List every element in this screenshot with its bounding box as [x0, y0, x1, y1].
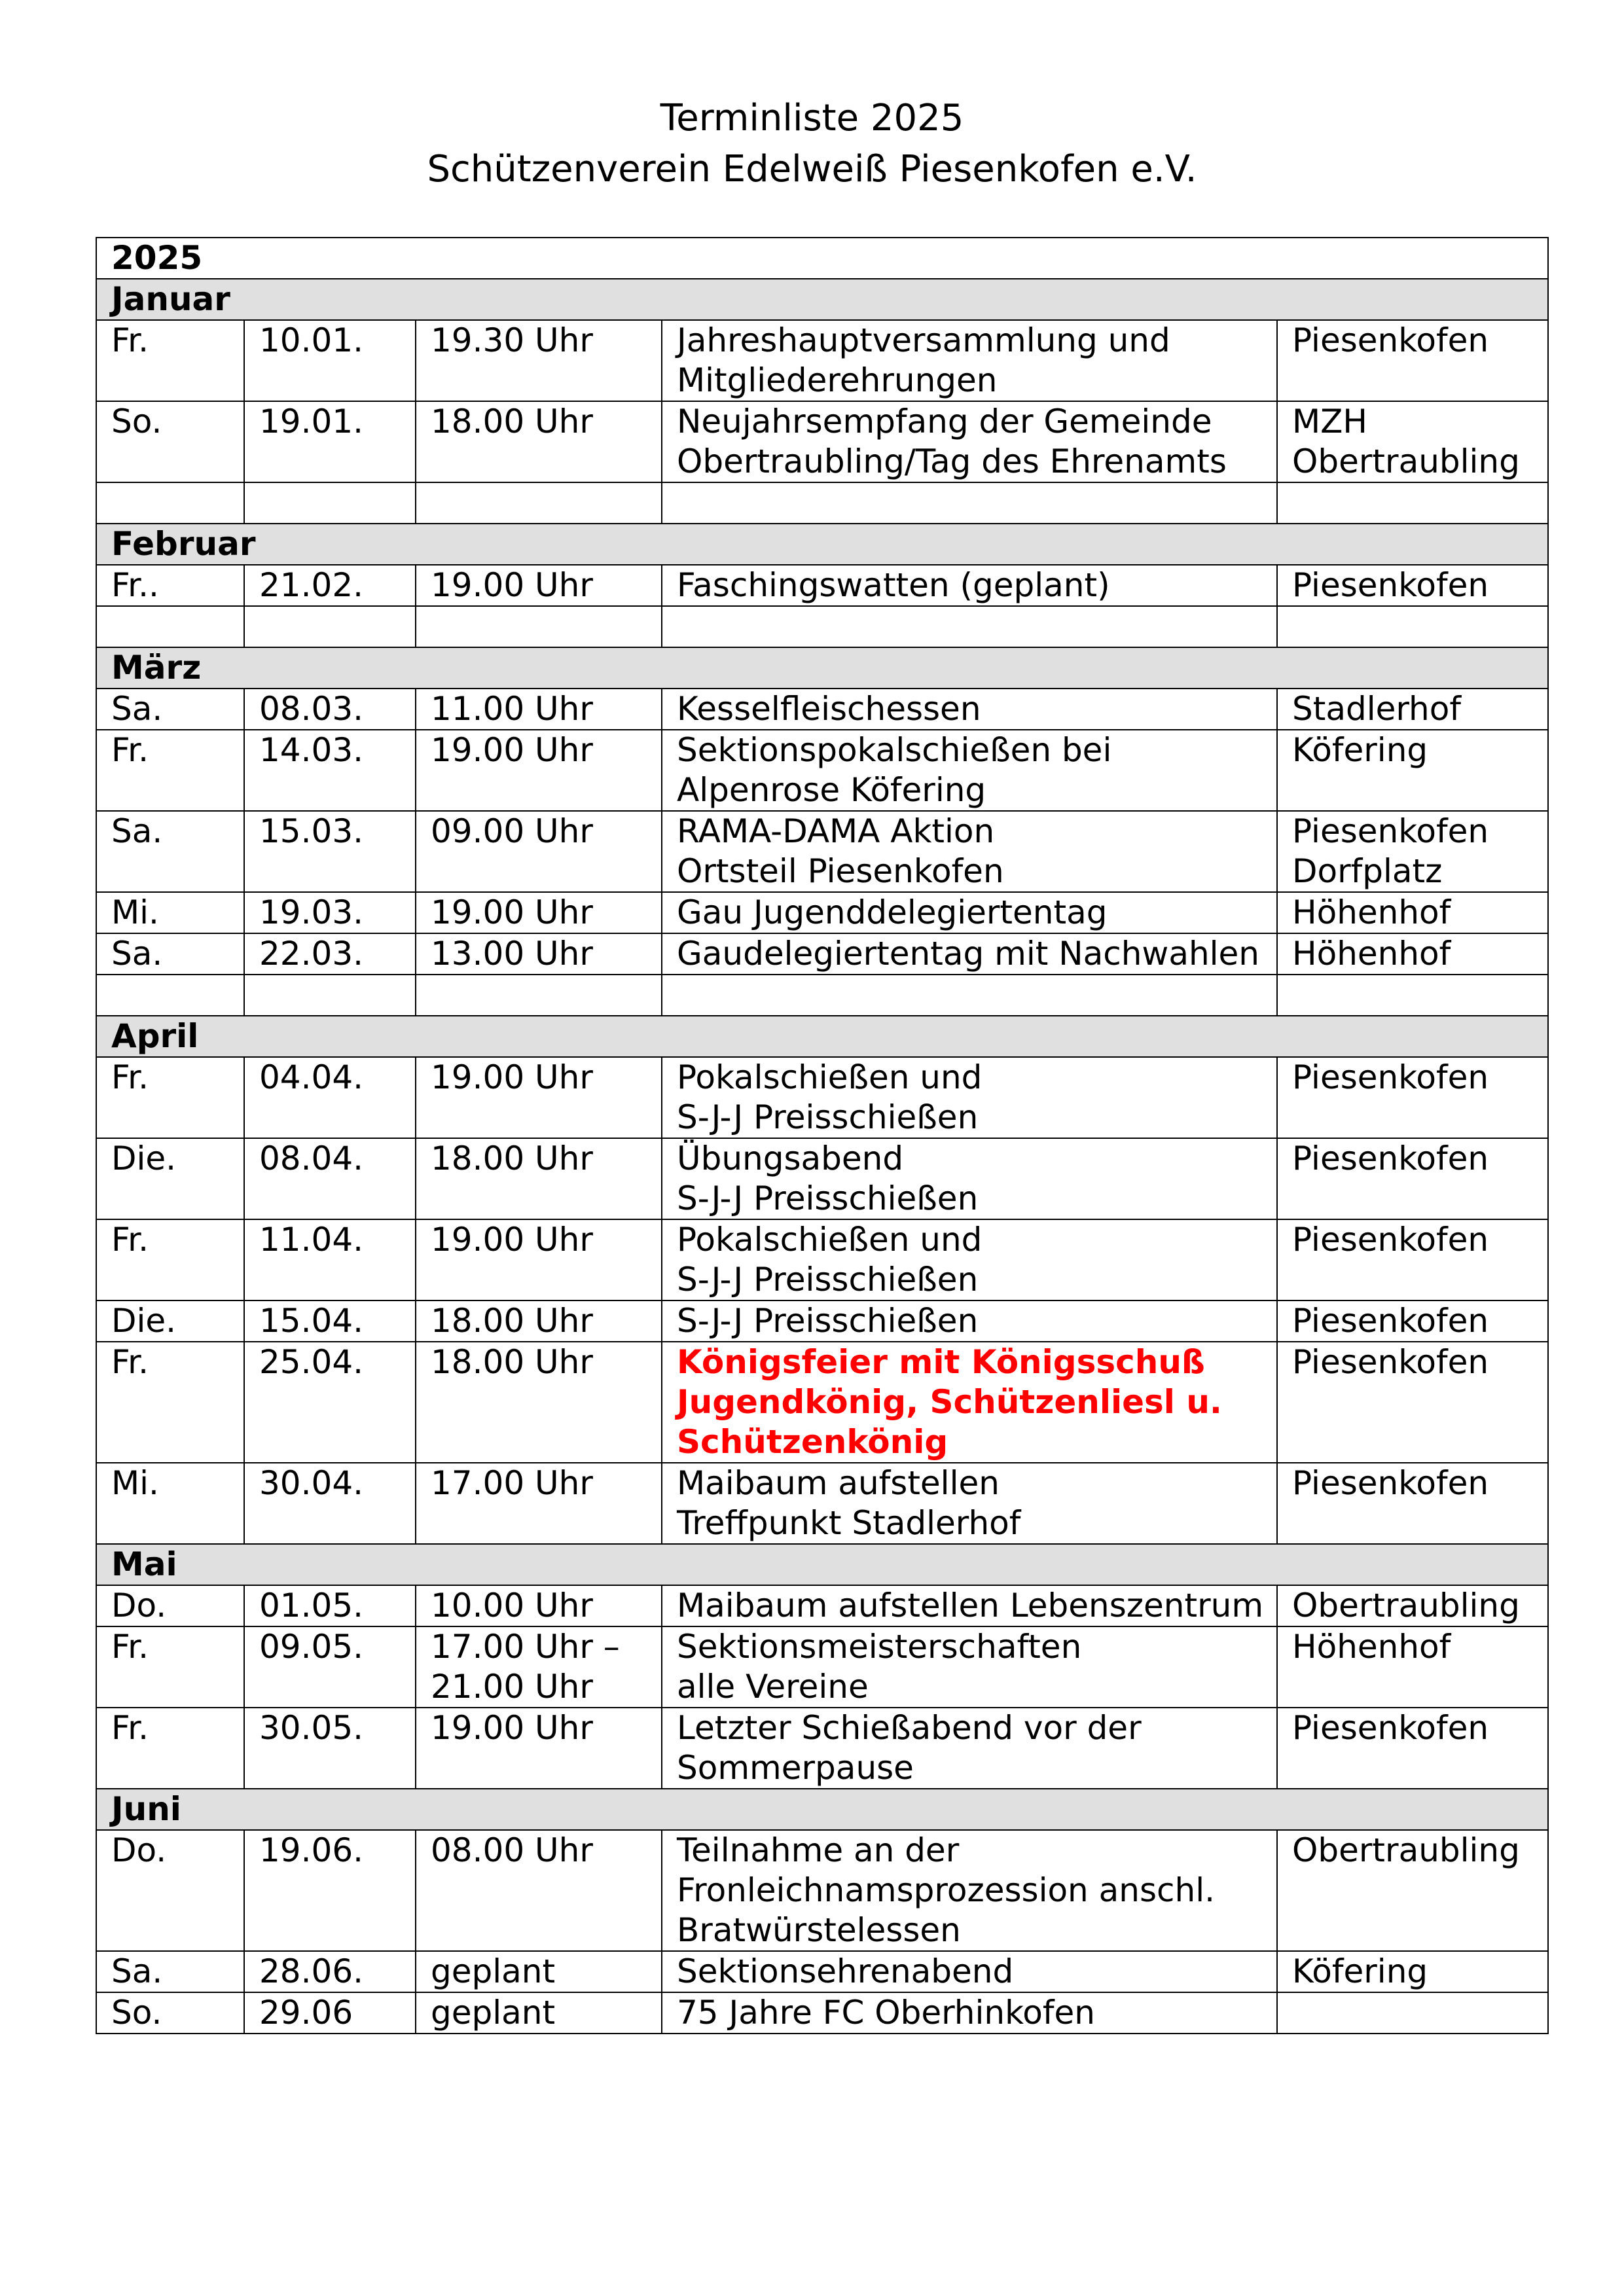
event-row — [96, 1463, 1548, 1544]
event-cell-line: Jugendkönig, Schützenliesl u. — [677, 1383, 1222, 1421]
event-cell — [662, 1219, 1277, 1300]
location-cell-line: Piesenkofen — [1292, 812, 1489, 850]
location-cell-line: Piesenkofen — [1292, 321, 1489, 359]
location-cell — [1277, 1830, 1548, 1951]
event-cell-line: Pokalschießen und — [677, 1221, 983, 1259]
location-cell — [1277, 1585, 1548, 1626]
time-cell-line: 19.00 Uhr — [431, 566, 593, 604]
time-cell-line: geplant — [431, 1994, 556, 2032]
time-cell — [416, 689, 662, 730]
event-cell-line: Gaudelegiertentag mit Nachwahlen — [677, 935, 1259, 973]
event-row — [96, 811, 1548, 892]
event-cell-line: Übungsabend — [677, 1139, 904, 1177]
event-cell-line: Sommerpause — [677, 1749, 914, 1787]
time-cell — [416, 1463, 662, 1544]
event-cell — [662, 1951, 1277, 1992]
time-cell-line: 11.00 Uhr — [431, 690, 593, 728]
event-cell-line: Ortsteil Piesenkofen — [677, 852, 1004, 890]
event-cell — [662, 1585, 1277, 1626]
time-cell-line: 08.00 Uhr — [431, 1831, 593, 1869]
time-cell — [416, 892, 662, 933]
event-cell — [662, 892, 1277, 933]
location-cell — [1277, 933, 1548, 975]
date-cell: 11.04. — [244, 1219, 416, 1300]
time-cell — [416, 1057, 662, 1138]
location-cell-line: Dorfplatz — [1292, 852, 1443, 890]
weekday-cell: Die. — [96, 1300, 244, 1342]
empty-cell — [416, 975, 662, 1016]
year-row — [96, 238, 1548, 279]
event-cell-line: S-J-J Preisschießen — [677, 1098, 979, 1136]
date-cell: 08.04. — [244, 1138, 416, 1219]
event-row — [96, 1830, 1548, 1951]
event-row — [96, 933, 1548, 975]
event-cell — [662, 933, 1277, 975]
date-cell: 10.01. — [244, 320, 416, 401]
event-row — [96, 1138, 1548, 1219]
weekday-cell: So. — [96, 1992, 244, 2034]
location-cell-line: Piesenkofen — [1292, 1058, 1489, 1096]
weekday-cell: So. — [96, 401, 244, 482]
time-cell-line: 19.00 Uhr — [431, 1221, 593, 1259]
event-cell-line: Fronleichnamsprozession anschl. — [677, 1871, 1215, 1909]
event-row — [96, 892, 1548, 933]
date-cell: 04.04. — [244, 1057, 416, 1138]
event-cell-line: Treffpunkt Stadlerhof — [677, 1504, 1021, 1542]
event-row — [96, 1300, 1548, 1342]
weekday-cell: Fr. — [96, 1708, 244, 1789]
location-cell-line: Piesenkofen — [1292, 1709, 1489, 1747]
time-cell-line: 09.00 Uhr — [431, 812, 593, 850]
weekday-cell: Sa. — [96, 689, 244, 730]
time-cell — [416, 1138, 662, 1219]
weekday-cell: Fr. — [96, 1219, 244, 1300]
weekday-cell: Die. — [96, 1138, 244, 1219]
event-cell-line: Königsfeier mit Königsschuß — [677, 1343, 1205, 1381]
event-cell — [662, 401, 1277, 482]
event-cell — [662, 1342, 1277, 1463]
empty-cell — [662, 975, 1277, 1016]
time-cell — [416, 565, 662, 606]
weekday-cell: Fr. — [96, 320, 244, 401]
weekday-cell: Mi. — [96, 1463, 244, 1544]
location-cell — [1277, 1951, 1548, 1992]
location-cell — [1277, 892, 1548, 933]
empty-cell — [244, 482, 416, 524]
location-cell — [1277, 1626, 1548, 1708]
event-cell — [662, 1463, 1277, 1544]
time-cell — [416, 1300, 662, 1342]
month-label: April — [96, 1016, 1548, 1057]
month-header-row — [96, 647, 1548, 689]
event-cell-line: Sektionsmeisterschaften — [677, 1628, 1082, 1666]
event-row — [96, 1342, 1548, 1463]
location-cell — [1277, 689, 1548, 730]
empty-cell — [96, 482, 244, 524]
location-cell — [1277, 1463, 1548, 1544]
event-cell — [662, 1830, 1277, 1951]
time-cell-line: 19.00 Uhr — [431, 1058, 593, 1096]
date-cell: 19.03. — [244, 892, 416, 933]
event-cell-line: Schützenkönig — [677, 1423, 948, 1461]
date-cell: 09.05. — [244, 1626, 416, 1708]
event-row — [96, 320, 1548, 401]
event-row — [96, 689, 1548, 730]
month-label: März — [96, 647, 1548, 689]
location-cell-line: Obertraubling — [1292, 442, 1520, 480]
event-cell — [662, 811, 1277, 892]
weekday-cell: Mi. — [96, 892, 244, 933]
event-row — [96, 1992, 1548, 2034]
location-cell-line: Köfering — [1292, 731, 1428, 769]
event-cell-line: S-J-J Preisschießen — [677, 1179, 979, 1217]
weekday-cell: Fr. — [96, 1342, 244, 1463]
time-cell-line: 21.00 Uhr — [431, 1668, 593, 1706]
event-row — [96, 730, 1548, 811]
event-cell-line: Alpenrose Köfering — [677, 771, 986, 809]
date-cell: 28.06. — [244, 1951, 416, 1992]
location-cell — [1277, 730, 1548, 811]
time-cell-line: geplant — [431, 1952, 556, 1990]
date-cell: 19.06. — [244, 1830, 416, 1951]
event-cell — [662, 320, 1277, 401]
time-cell-line: 13.00 Uhr — [431, 935, 593, 973]
event-row — [96, 1057, 1548, 1138]
time-cell — [416, 1951, 662, 1992]
time-cell — [416, 1992, 662, 2034]
event-row — [96, 401, 1548, 482]
empty-row — [96, 482, 1548, 524]
empty-cell — [244, 606, 416, 647]
empty-cell — [1277, 482, 1548, 524]
event-cell-line: S-J-J Preisschießen — [677, 1261, 979, 1299]
event-cell — [662, 730, 1277, 811]
location-cell — [1277, 1708, 1548, 1789]
time-cell — [416, 730, 662, 811]
date-cell: 22.03. — [244, 933, 416, 975]
event-cell — [662, 689, 1277, 730]
time-cell-line: 19.00 Uhr — [431, 1709, 593, 1747]
weekday-cell: Fr. — [96, 730, 244, 811]
event-row — [96, 1219, 1548, 1300]
date-cell: 15.04. — [244, 1300, 416, 1342]
time-cell-line: 19.00 Uhr — [431, 731, 593, 769]
location-cell-line: Piesenkofen — [1292, 1221, 1489, 1259]
location-cell-line: Höhenhof — [1292, 935, 1451, 973]
location-cell — [1277, 811, 1548, 892]
page-subtitle: Schützenverein Edelweiß Piesenkofen e.V. — [427, 148, 1197, 190]
event-cell — [662, 1708, 1277, 1789]
empty-cell — [416, 482, 662, 524]
event-cell-line: RAMA-DAMA Aktion — [677, 812, 995, 850]
location-cell — [1277, 320, 1548, 401]
event-cell — [662, 1992, 1277, 2034]
weekday-cell: Fr. — [96, 1057, 244, 1138]
weekday-cell: Do. — [96, 1585, 244, 1626]
time-cell — [416, 1585, 662, 1626]
time-cell — [416, 320, 662, 401]
event-row — [96, 1708, 1548, 1789]
time-cell — [416, 1830, 662, 1951]
empty-cell — [416, 606, 662, 647]
event-cell-line: Neujahrsempfang der Gemeinde — [677, 403, 1212, 440]
event-cell-line: Sektionsehrenabend — [677, 1952, 1014, 1990]
event-cell-line: 75 Jahre FC Oberhinkofen — [677, 1994, 1095, 2032]
event-cell — [662, 1300, 1277, 1342]
time-cell — [416, 811, 662, 892]
location-cell-line: Obertraubling — [1292, 1587, 1520, 1624]
location-cell — [1277, 1300, 1548, 1342]
event-row — [96, 565, 1548, 606]
page-title: Terminliste 2025 — [660, 97, 964, 139]
time-cell-line: 19.30 Uhr — [431, 321, 593, 359]
empty-row — [96, 606, 1548, 647]
month-label: Februar — [96, 524, 1548, 565]
empty-cell — [662, 606, 1277, 647]
location-cell — [1277, 1342, 1548, 1463]
weekday-cell: Fr.. — [96, 565, 244, 606]
time-cell — [416, 401, 662, 482]
event-cell — [662, 565, 1277, 606]
location-cell-line: Höhenhof — [1292, 893, 1451, 931]
empty-row — [96, 975, 1548, 1016]
location-cell-line: MZH — [1292, 403, 1367, 440]
time-cell-line: 17.00 Uhr — [431, 1464, 593, 1502]
month-header-row — [96, 524, 1548, 565]
location-cell-line: Höhenhof — [1292, 1628, 1451, 1666]
date-cell: 19.01. — [244, 401, 416, 482]
date-cell: 21.02. — [244, 565, 416, 606]
location-cell-line: Köfering — [1292, 1952, 1428, 1990]
location-cell — [1277, 565, 1548, 606]
event-cell-line: Pokalschießen und — [677, 1058, 983, 1096]
location-cell-line: Stadlerhof — [1292, 690, 1461, 728]
location-cell-line: Obertraubling — [1292, 1831, 1520, 1869]
location-cell — [1277, 401, 1548, 482]
date-cell: 25.04. — [244, 1342, 416, 1463]
empty-cell — [662, 482, 1277, 524]
event-cell-line: Jahreshauptversammlung und — [677, 321, 1170, 359]
location-cell — [1277, 1057, 1548, 1138]
time-cell — [416, 933, 662, 975]
event-cell-line: Sektionspokalschießen bei — [677, 731, 1112, 769]
schedule-table — [96, 237, 1549, 2034]
empty-cell — [96, 606, 244, 647]
event-cell-line: Mitgliederehrungen — [677, 361, 998, 399]
event-cell-line: Gau Jugenddelegiertentag — [677, 893, 1108, 931]
time-cell-line: 10.00 Uhr — [431, 1587, 593, 1624]
date-cell: 01.05. — [244, 1585, 416, 1626]
location-cell — [1277, 1219, 1548, 1300]
event-cell-line: Obertraubling/Tag des Ehrenamts — [677, 442, 1227, 480]
empty-cell — [1277, 606, 1548, 647]
time-cell-line: 18.00 Uhr — [431, 403, 593, 440]
location-cell-line: Piesenkofen — [1292, 1343, 1489, 1381]
date-cell: 08.03. — [244, 689, 416, 730]
event-row — [96, 1951, 1548, 1992]
time-cell — [416, 1219, 662, 1300]
event-cell-line: Maibaum aufstellen — [677, 1464, 1000, 1502]
month-header-row — [96, 1544, 1548, 1585]
empty-cell — [244, 975, 416, 1016]
event-row — [96, 1585, 1548, 1626]
location-cell-line: Piesenkofen — [1292, 566, 1489, 604]
year-label: 2025 — [96, 238, 1548, 279]
event-cell-line: Faschingswatten (geplant) — [677, 566, 1110, 604]
date-cell: 15.03. — [244, 811, 416, 892]
location-cell — [1277, 1138, 1548, 1219]
weekday-cell: Fr. — [96, 1626, 244, 1708]
time-cell — [416, 1626, 662, 1708]
month-label: Juni — [96, 1789, 1548, 1830]
weekday-cell: Sa. — [96, 811, 244, 892]
month-header-row — [96, 279, 1548, 320]
month-header-row — [96, 1016, 1548, 1057]
month-header-row — [96, 1789, 1548, 1830]
date-cell: 30.05. — [244, 1708, 416, 1789]
time-cell-line: 18.00 Uhr — [431, 1343, 593, 1381]
time-cell-line: 18.00 Uhr — [431, 1139, 593, 1177]
time-cell-line: 19.00 Uhr — [431, 893, 593, 931]
event-cell-line: Kesselfleischessen — [677, 690, 981, 728]
weekday-cell: Sa. — [96, 933, 244, 975]
event-cell — [662, 1138, 1277, 1219]
event-cell — [662, 1057, 1277, 1138]
event-cell-line: S-J-J Preisschießen — [677, 1302, 979, 1340]
event-cell-line: Maibaum aufstellen Lebenszentrum — [677, 1587, 1264, 1624]
event-cell — [662, 1626, 1277, 1708]
weekday-cell: Do. — [96, 1830, 244, 1951]
time-cell — [416, 1342, 662, 1463]
time-cell-line: 17.00 Uhr – — [431, 1628, 620, 1666]
time-cell — [416, 1708, 662, 1789]
empty-cell — [96, 975, 244, 1016]
event-cell-line: Teilnahme an der — [677, 1831, 960, 1869]
empty-cell — [1277, 975, 1548, 1016]
date-cell: 30.04. — [244, 1463, 416, 1544]
time-cell-line: 18.00 Uhr — [431, 1302, 593, 1340]
month-label: Mai — [96, 1544, 1548, 1585]
location-cell-line: Piesenkofen — [1292, 1464, 1489, 1502]
location-cell — [1277, 1992, 1548, 2034]
date-cell: 29.06 — [244, 1992, 416, 2034]
event-row — [96, 1626, 1548, 1708]
location-cell-line: Piesenkofen — [1292, 1302, 1489, 1340]
event-cell-line: Bratwürstelessen — [677, 1911, 961, 1949]
event-cell-line: alle Vereine — [677, 1668, 869, 1706]
month-label: Januar — [96, 279, 1548, 320]
weekday-cell: Sa. — [96, 1951, 244, 1992]
date-cell: 14.03. — [244, 730, 416, 811]
event-cell-line: Letzter Schießabend vor der — [677, 1709, 1142, 1747]
location-cell-line: Piesenkofen — [1292, 1139, 1489, 1177]
